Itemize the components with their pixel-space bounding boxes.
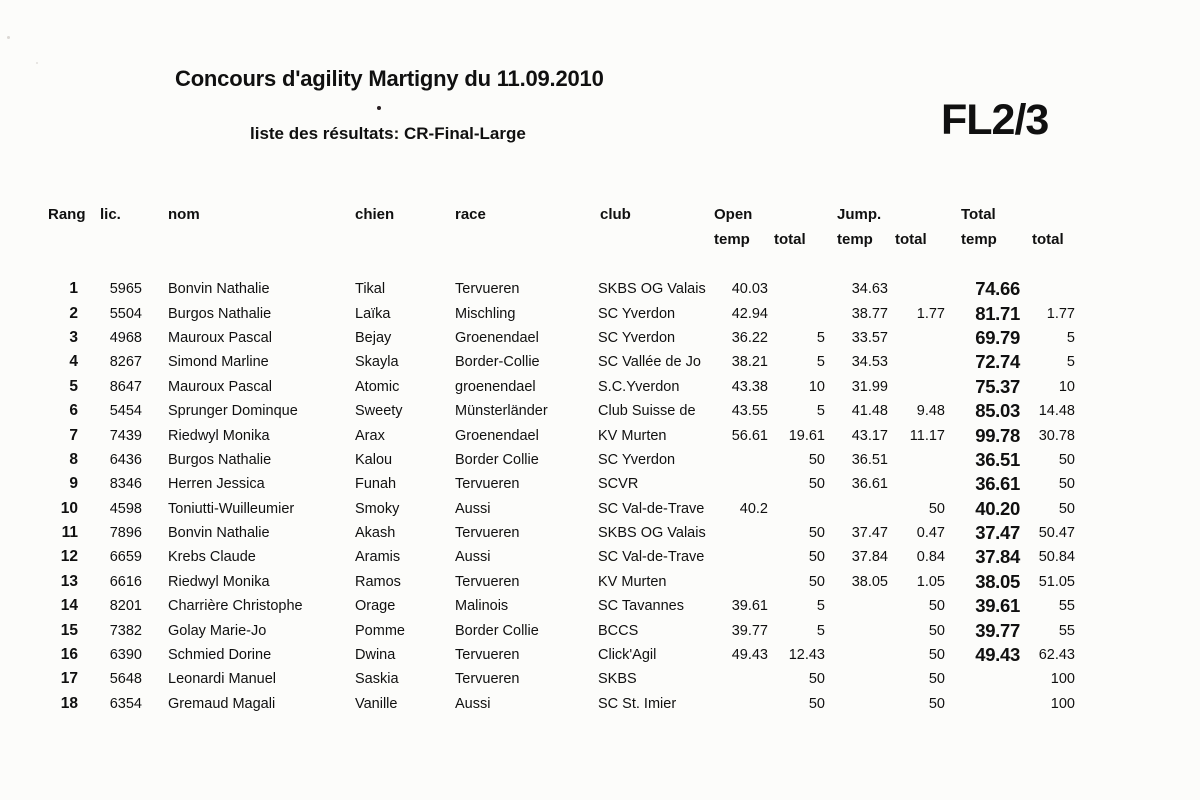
cell-total-temp: 36.61 — [975, 473, 1020, 495]
table-row — [48, 399, 1075, 423]
cell-rang: 14 — [60, 597, 78, 615]
cell-jump-temp: 33.57 — [851, 329, 888, 346]
cell-open-total: 19.61 — [788, 427, 825, 444]
cell-total-temp: 49.43 — [975, 644, 1020, 666]
cell-chien: Funah — [355, 476, 397, 493]
cell-club: SKBS OG Valais — [598, 281, 706, 298]
table-row — [48, 570, 1075, 594]
cell-nom: Charrière Christophe — [168, 598, 303, 615]
cell-club: SC Val-de-Trave — [598, 549, 705, 566]
cell-jump-total: 50 — [928, 647, 945, 664]
cell-jump-total: 50 — [928, 500, 945, 517]
col-header-total-total: total — [1032, 231, 1064, 248]
cell-nom: Krebs Claude — [168, 549, 256, 566]
cell-lic: 8201 — [109, 598, 142, 615]
cell-club: SC St. Imier — [598, 695, 677, 712]
cell-total-temp: 99.78 — [975, 424, 1020, 446]
cell-jump-temp: 34.63 — [851, 281, 888, 298]
cell-jump-total: 1.05 — [916, 573, 945, 590]
cell-chien: Atomic — [355, 378, 400, 395]
cell-club: Club Suisse de — [598, 403, 696, 420]
cell-rang: 3 — [69, 328, 78, 346]
cell-race: Aussi — [455, 500, 491, 517]
table-row — [48, 472, 1075, 496]
cell-total-total: 10 — [1058, 378, 1075, 395]
cell-open-total: 5 — [816, 329, 825, 346]
cell-total-total: 100 — [1050, 695, 1075, 712]
cell-open-temp: 40.2 — [739, 500, 768, 517]
cell-nom: Toniutti-Wuilleumier — [168, 500, 295, 517]
cell-chien: Pomme — [355, 622, 405, 639]
col-header-total-temp: temp — [961, 231, 997, 248]
cell-chien: Smoky — [355, 500, 400, 517]
cell-rang: 4 — [69, 353, 78, 371]
cell-jump-temp: 36.51 — [851, 451, 888, 468]
col-header-nom: nom — [168, 206, 200, 223]
table-row — [48, 497, 1075, 521]
cell-open-total: 50 — [808, 671, 825, 688]
cell-rang: 13 — [60, 572, 78, 590]
cell-jump-temp: 37.84 — [851, 549, 888, 566]
cell-club: SKBS — [598, 671, 637, 688]
cell-club: S.C.Yverdon — [598, 378, 680, 395]
col-header-jump-total: total — [895, 231, 927, 248]
cell-total-total: 50 — [1058, 476, 1075, 493]
cell-lic: 5454 — [109, 403, 142, 420]
cell-lic: 6616 — [109, 573, 142, 590]
cell-race: Tervueren — [455, 671, 520, 688]
cell-rang: 2 — [69, 304, 78, 322]
table-row — [48, 277, 1075, 301]
cell-total-total: 55 — [1058, 622, 1075, 639]
table-row — [48, 350, 1075, 374]
cell-jump-total: 1.77 — [916, 305, 945, 322]
table-row — [48, 423, 1075, 447]
cell-total-total: 5 — [1066, 329, 1075, 346]
cell-open-temp: 39.77 — [731, 622, 768, 639]
col-header-rang: Rang — [48, 206, 86, 223]
cell-nom: Mauroux Pascal — [168, 329, 272, 346]
cell-jump-total: 50 — [928, 671, 945, 688]
cell-chien: Kalou — [355, 451, 393, 468]
cell-chien: Sweety — [355, 403, 403, 420]
cell-total-total: 14.48 — [1038, 403, 1075, 420]
cell-total-temp: 69.79 — [975, 326, 1020, 348]
cell-rang: 5 — [69, 377, 78, 395]
cell-rang: 1 — [69, 280, 78, 298]
cell-total-total: 50 — [1058, 451, 1075, 468]
cell-open-total: 5 — [816, 598, 825, 615]
cell-rang: 8 — [69, 450, 78, 468]
cell-total-total: 51.05 — [1038, 573, 1075, 590]
cell-total-total: 50 — [1058, 500, 1075, 517]
cell-race: Border-Collie — [455, 354, 540, 371]
cell-lic: 5648 — [109, 671, 142, 688]
cell-lic: 7439 — [109, 427, 142, 444]
cell-open-temp: 42.94 — [731, 305, 768, 322]
col-header-total: Total — [961, 206, 996, 223]
cell-total-temp: 75.37 — [975, 375, 1020, 397]
cell-club: BCCS — [598, 622, 639, 639]
cell-total-temp: 37.47 — [975, 522, 1020, 544]
page-title: Concours d'agility Martigny du 11.09.2010 — [175, 66, 604, 91]
cell-total-temp: 36.51 — [975, 448, 1020, 470]
cell-total-temp: 81.71 — [975, 302, 1020, 324]
cell-total-total: 50.84 — [1038, 549, 1075, 566]
cell-race: Tervueren — [455, 525, 520, 542]
cell-lic: 7382 — [109, 622, 142, 639]
cell-race: Tervueren — [455, 476, 520, 493]
cell-open-total: 50 — [808, 451, 825, 468]
cell-total-temp: 39.61 — [975, 595, 1020, 617]
cell-total-temp: 40.20 — [975, 497, 1020, 519]
cell-rang: 17 — [60, 670, 78, 688]
cell-total-temp: 72.74 — [975, 351, 1020, 373]
cell-race: Malinois — [455, 598, 509, 615]
cell-lic: 6659 — [109, 549, 142, 566]
cell-race: Tervueren — [455, 647, 520, 664]
cell-race: Tervueren — [455, 573, 520, 590]
table-row — [48, 301, 1075, 325]
cell-race: Aussi — [455, 695, 491, 712]
cell-jump-temp: 36.61 — [851, 476, 888, 493]
cell-lic: 4598 — [109, 500, 142, 517]
cell-rang: 9 — [69, 475, 78, 493]
cell-race: Tervueren — [455, 281, 520, 298]
cell-rang: 7 — [69, 426, 78, 444]
col-header-open-total: total — [774, 231, 806, 248]
cell-chien: Aramis — [355, 549, 401, 566]
cell-open-total: 10 — [808, 378, 825, 395]
cell-open-temp: 40.03 — [731, 281, 768, 298]
cell-race: Münsterländer — [455, 403, 548, 420]
cell-open-total: 50 — [808, 549, 825, 566]
cell-nom: Mauroux Pascal — [168, 378, 272, 395]
cell-jump-temp: 31.99 — [851, 378, 888, 395]
cell-race: Groenendael — [455, 427, 539, 444]
cell-nom: Golay Marie-Jo — [168, 622, 267, 639]
cell-nom: Bonvin Nathalie — [168, 525, 270, 542]
cell-nom: Gremaud Magali — [168, 695, 276, 712]
cell-open-temp: 38.21 — [731, 354, 768, 371]
cell-race: Border Collie — [455, 451, 539, 468]
cell-open-total: 50 — [808, 525, 825, 542]
cell-rang: 16 — [60, 646, 78, 664]
cell-jump-total: 50 — [928, 695, 945, 712]
cell-open-temp: 39.61 — [731, 598, 768, 615]
col-header-race: race — [455, 206, 486, 223]
cell-jump-total: 50 — [928, 598, 945, 615]
cell-nom: Herren Jessica — [168, 476, 265, 493]
table-row — [48, 692, 1075, 716]
cell-nom: Riedwyl Monika — [168, 573, 270, 590]
cell-club: SC Yverdon — [598, 329, 676, 346]
cell-rang: 12 — [60, 548, 78, 566]
table-row — [48, 618, 1075, 642]
scan-speck — [36, 62, 38, 64]
cell-jump-temp: 37.47 — [851, 525, 888, 542]
cell-rang: 11 — [61, 524, 78, 542]
col-header-jump-temp: temp — [837, 231, 873, 248]
cell-club: KV Murten — [598, 427, 667, 444]
cell-chien: Laïka — [355, 305, 391, 322]
cell-open-total: 50 — [808, 695, 825, 712]
cell-lic: 8647 — [109, 378, 142, 395]
results-rows — [48, 277, 1075, 716]
cell-lic: 5504 — [109, 305, 142, 322]
cell-lic: 8346 — [109, 476, 142, 493]
cell-nom: Schmied Dorine — [168, 647, 272, 664]
cell-total-temp: 39.77 — [975, 619, 1020, 641]
cell-race: Groenendael — [455, 329, 539, 346]
cell-rang: 6 — [69, 402, 78, 420]
cell-open-total: 12.43 — [788, 647, 825, 664]
cell-nom: Sprunger Dominque — [168, 403, 298, 420]
cell-open-temp: 49.43 — [731, 647, 768, 664]
cell-club: SC Yverdon — [598, 305, 676, 322]
cell-chien: Skayla — [355, 354, 399, 371]
col-header-club: club — [600, 206, 631, 223]
cell-nom: Leonardi Manuel — [168, 671, 277, 688]
cell-lic: 5965 — [109, 281, 142, 298]
cell-nom: Riedwyl Monika — [168, 427, 270, 444]
cell-open-total: 5 — [816, 403, 825, 420]
cell-open-temp: 36.22 — [731, 329, 768, 346]
cell-jump-total: 11.17 — [909, 427, 945, 444]
cell-total-temp: 38.05 — [975, 570, 1020, 592]
cell-total-total: 55 — [1058, 598, 1075, 615]
table-row — [48, 667, 1075, 691]
cell-chien: Akash — [355, 525, 396, 542]
table-row — [48, 643, 1075, 667]
col-header-open-temp: temp — [714, 231, 750, 248]
cell-chien: Bejay — [355, 329, 392, 346]
cell-chien: Orage — [355, 598, 396, 615]
cell-jump-total: 0.84 — [916, 549, 945, 566]
cell-chien: Vanille — [355, 695, 398, 712]
cell-race: groenendael — [455, 378, 536, 395]
cell-jump-temp: 38.05 — [851, 573, 888, 590]
table-row — [48, 545, 1075, 569]
cell-club: SC Vallée de Jo — [598, 354, 701, 371]
cell-nom: Bonvin Nathalie — [168, 281, 270, 298]
cell-lic: 6436 — [109, 451, 142, 468]
cell-rang: 10 — [60, 499, 78, 517]
cell-open-total: 5 — [816, 354, 825, 371]
cell-jump-temp: 38.77 — [851, 305, 888, 322]
cell-lic: 7896 — [109, 525, 142, 542]
page-subtitle: liste des résultats: CR-Final-Large — [250, 124, 526, 143]
table-row — [48, 375, 1075, 399]
cell-club: Click'Agil — [598, 647, 657, 664]
cell-lic: 6390 — [109, 647, 142, 664]
cell-club: SC Val-de-Trave — [598, 500, 705, 517]
table-row — [48, 521, 1075, 545]
cell-total-temp: 74.66 — [975, 278, 1020, 300]
cell-open-total: 50 — [808, 573, 825, 590]
cell-lic: 4968 — [109, 329, 142, 346]
cell-total-total: 62.43 — [1038, 647, 1075, 664]
cell-club: SCVR — [598, 476, 639, 493]
cell-jump-temp: 41.48 — [851, 403, 888, 420]
cell-club: KV Murten — [598, 573, 667, 590]
cell-jump-total: 50 — [928, 622, 945, 639]
cell-race: Mischling — [455, 305, 516, 322]
cell-nom: Burgos Nathalie — [168, 451, 272, 468]
cell-rang: 15 — [60, 621, 78, 639]
cell-open-temp: 43.55 — [731, 403, 768, 420]
cell-total-total: 100 — [1050, 671, 1075, 688]
cell-jump-temp: 34.53 — [851, 354, 888, 371]
col-header-open: Open — [714, 206, 753, 223]
cell-club: SKBS OG Valais — [598, 525, 706, 542]
col-header-lic: lic. — [100, 206, 121, 223]
col-header-chien: chien — [355, 206, 395, 223]
cell-total-total: 30.78 — [1038, 427, 1075, 444]
cell-total-total: 1.77 — [1046, 305, 1075, 322]
cell-open-temp: 43.38 — [731, 378, 768, 395]
cell-jump-total: 0.47 — [916, 525, 945, 542]
table-row — [48, 326, 1075, 350]
cell-club: SC Tavannes — [598, 598, 684, 615]
cell-jump-total: 9.48 — [916, 403, 945, 420]
table-row — [48, 448, 1075, 472]
cell-race: Aussi — [455, 549, 491, 566]
cell-chien: Arax — [355, 427, 385, 444]
scan-speck — [7, 36, 10, 39]
cell-chien: Dwina — [355, 647, 396, 664]
cell-jump-temp: 43.17 — [851, 427, 888, 444]
cell-lic: 8267 — [109, 354, 142, 371]
cell-lic: 6354 — [109, 695, 142, 712]
cell-rang: 18 — [60, 694, 78, 712]
cell-total-total: 50.47 — [1038, 525, 1075, 542]
cell-nom: Burgos Nathalie — [168, 305, 272, 322]
cell-chien: Ramos — [355, 573, 401, 590]
cell-open-temp: 56.61 — [731, 427, 768, 444]
cell-race: Border Collie — [455, 622, 539, 639]
cell-open-total: 50 — [808, 476, 825, 493]
cell-total-temp: 37.84 — [975, 546, 1020, 568]
stray-mark — [377, 106, 381, 110]
cell-total-total: 5 — [1066, 354, 1075, 371]
table-row — [48, 594, 1075, 618]
cell-open-total: 5 — [816, 622, 825, 639]
cell-chien: Tikal — [355, 281, 386, 298]
col-header-jump: Jump. — [837, 206, 882, 223]
cell-total-temp: 85.03 — [975, 400, 1020, 422]
cell-nom: Simond Marline — [168, 354, 269, 371]
document-code: FL2/3 — [941, 96, 1049, 144]
cell-chien: Saskia — [355, 671, 399, 688]
cell-club: SC Yverdon — [598, 451, 676, 468]
